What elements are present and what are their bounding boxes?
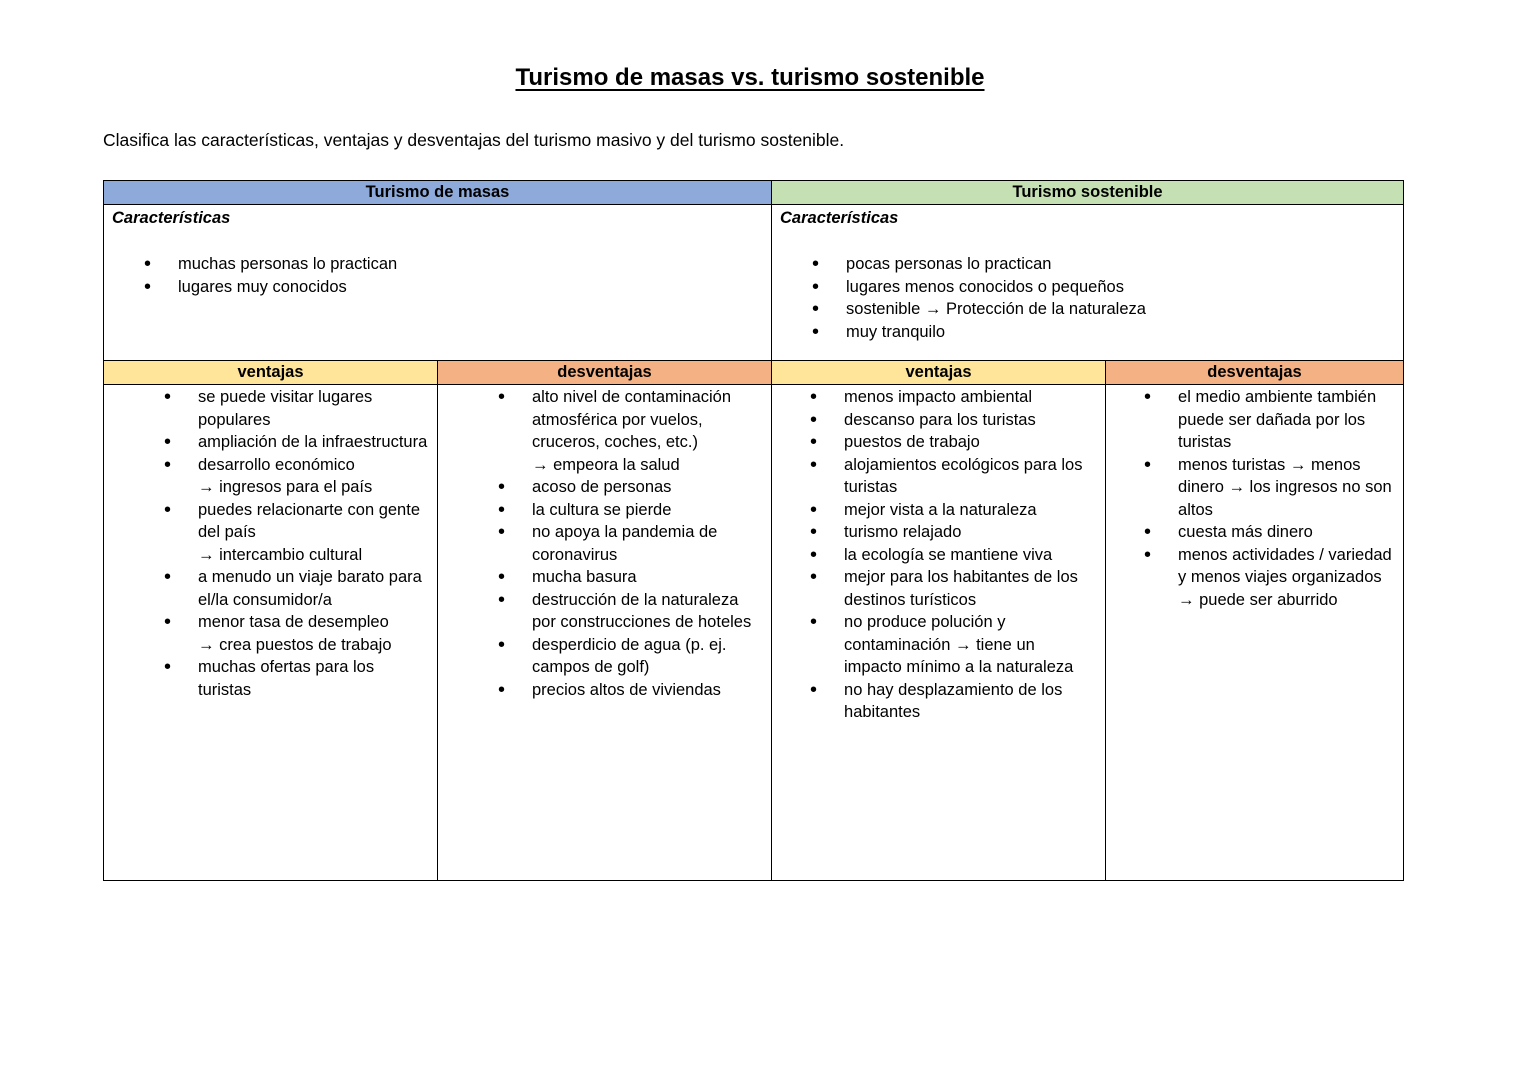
list-item-text: • puedes relacionarte con gente del país	[198, 500, 420, 541]
list-item-text: • menos turistas → menos dinero → los ingresos no son altos	[1178, 455, 1392, 519]
list-item: • lugares menos conocidos o pequeños	[812, 276, 1395, 299]
list-item	[498, 521, 763, 566]
list-item-text: • ampliación de la infraestructura	[198, 433, 428, 451]
list-item-consequence: → crea puestos de trabajo	[198, 635, 392, 654]
sustainable-ventajas-list	[772, 386, 1105, 724]
list-item-consequence: → empeora la salud	[532, 455, 680, 474]
sustainable-characteristics-cell	[772, 205, 1404, 361]
mass-ventajas-header: ventajas	[104, 361, 438, 385]
list-item	[810, 611, 1097, 679]
list-item-text: • mejor vista a la naturaleza	[844, 500, 1037, 519]
list-item-text: • alojamientos ecológicos para los turistas	[844, 455, 1083, 496]
list-item-text: • desperdicio de agua (p. ej. campos de golf)	[532, 635, 727, 676]
list-item: • sostenible → Protección de la naturaleza	[812, 298, 1395, 321]
mass-desventajas-header: desventajas	[438, 361, 772, 385]
list-item: • muy tranquilo	[812, 321, 1395, 344]
list-item-text: • desarrollo económico	[198, 455, 355, 474]
list-item	[498, 589, 763, 634]
list-item-text: • se puede visitar lugares populares	[198, 388, 373, 429]
mass-characteristics-label: Características	[112, 209, 231, 227]
sustainable-desventajas-cell	[1106, 385, 1404, 881]
list-item	[810, 521, 1097, 544]
list-item	[164, 454, 429, 499]
mass-characteristics-cell	[104, 205, 772, 361]
list-item	[810, 454, 1097, 499]
list-item-text: • mejor para los habitantes de los destinos turísticos	[844, 568, 1078, 609]
sustainable-ventajas-cell	[772, 385, 1106, 881]
list-item-text: • muchas ofertas para los turistas	[198, 658, 375, 699]
list-item	[498, 566, 763, 589]
mass-desventajas-list	[438, 386, 771, 701]
list-item	[498, 476, 763, 499]
list-item-text: • a menudo un viaje barato para el/la consumidor/a	[198, 568, 422, 609]
page-title: Turismo de masas vs. turismo sostenible	[515, 64, 985, 91]
list-item-text: • la ecología se mantiene viva	[844, 545, 1053, 564]
list-item-text: • menos impacto ambiental	[844, 388, 1033, 406]
mass-ventajas-cell	[104, 385, 438, 881]
list-item-text: • menos actividades / variedad y menos viajes organizados	[1178, 545, 1392, 586]
list-item	[164, 386, 429, 431]
list-item-text: • mucha basura	[532, 568, 637, 586]
list-item-text: • el medio ambiente también puede ser dañada por los turistas	[1178, 388, 1377, 451]
sustainable-tourism-header: Turismo sostenible	[772, 181, 1404, 205]
list-item	[1144, 386, 1395, 454]
list-item-text: • descanso para los turistas	[844, 410, 1036, 429]
list-item-text: • precios altos de viviendas	[532, 680, 721, 699]
list-item	[810, 431, 1097, 454]
list-item	[1144, 521, 1395, 544]
list-item	[498, 499, 763, 522]
list-item	[164, 431, 429, 454]
sustainable-desventajas-list	[1106, 386, 1403, 611]
list-item	[810, 499, 1097, 522]
list-item-text: • alto nivel de contaminación atmosférica por vuelos, cruceros, coches, etc.)	[532, 388, 732, 451]
list-item	[810, 566, 1097, 611]
list-item-consequence: → ingresos para el país	[198, 478, 373, 496]
sustainable-desventajas-header: desventajas	[1106, 361, 1404, 385]
list-item	[164, 499, 429, 567]
list-item-text: • no hay desplazamiento de los habitantes	[844, 680, 1063, 721]
list-item-text: • la cultura se pierde	[532, 500, 672, 519]
sustainable-characteristics-label: Características	[780, 209, 899, 227]
mass-characteristics-list	[112, 253, 763, 298]
list-item-text: • puestos de trabajo	[844, 433, 980, 451]
list-item-text: • destrucción de la naturaleza por construcciones de hoteles	[532, 590, 752, 631]
list-item: • pocas personas lo practican	[812, 253, 1395, 276]
mass-desventajas-cell	[438, 385, 772, 881]
list-item	[1144, 544, 1395, 612]
list-item	[1144, 454, 1395, 522]
list-item	[164, 611, 429, 656]
list-item	[810, 544, 1097, 567]
list-item	[164, 566, 429, 611]
list-item: • lugares muy conocidos	[144, 276, 763, 299]
sustainable-ventajas-header: ventajas	[772, 361, 1106, 385]
list-item	[498, 634, 763, 679]
list-item-text: • cuesta más dinero	[1178, 523, 1313, 541]
list-item	[810, 409, 1097, 432]
list-item-consequence: → intercambio cultural	[198, 545, 363, 564]
mass-tourism-header: Turismo de masas	[104, 181, 772, 205]
comparison-table	[103, 180, 1404, 881]
list-item	[498, 386, 763, 476]
list-item-text: • turismo relajado	[844, 523, 962, 541]
list-item-text: • menor tasa de desempleo	[198, 613, 389, 631]
list-item	[810, 386, 1097, 409]
instructions-text: Clasifica las características, ventajas y desventajas del turismo masivo y del turismo sostenible.	[103, 130, 845, 150]
list-item	[164, 656, 429, 701]
list-item-text: • acoso de personas	[532, 478, 672, 496]
list-item: • muchas personas lo practican	[144, 253, 763, 276]
sustainable-characteristics-list	[780, 253, 1395, 343]
list-item	[810, 679, 1097, 724]
list-item-consequence: → puede ser aburrido	[1178, 590, 1338, 609]
mass-ventajas-list	[104, 386, 437, 701]
list-item-text: • no apoya la pandemia de coronavirus	[532, 523, 718, 564]
list-item	[498, 679, 763, 702]
list-item-text: • no produce polución y contaminación → tiene un impacto mínimo a la naturaleza	[844, 613, 1074, 676]
